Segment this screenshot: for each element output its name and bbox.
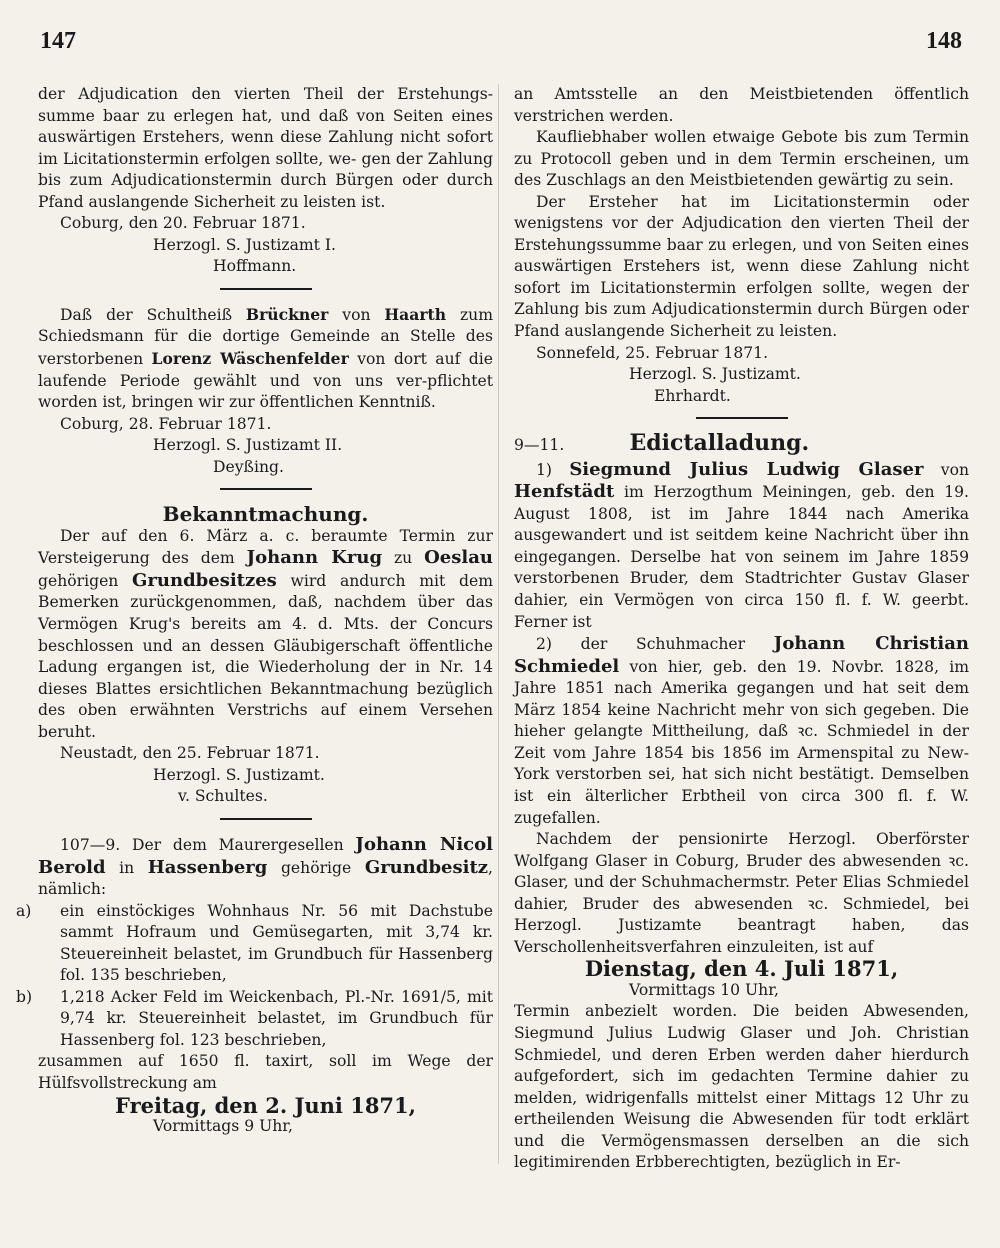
place-name: Henfstädt xyxy=(514,481,615,503)
notice-4-fragment: 107—9. Der dem Maurergesellen xyxy=(60,835,344,854)
notice-3-fragment: gehörigen xyxy=(38,571,119,590)
person-name: Johann Nicol Berold xyxy=(38,833,493,878)
notice-3-fragment: zu xyxy=(393,549,413,568)
notice-5-signer: Ehrhardt. xyxy=(654,386,731,405)
auction-time: Vormittags 9 Uhr, xyxy=(153,1117,293,1136)
auction-date: Freitag, den 2. Juni 1871, xyxy=(115,1092,416,1118)
notice-3-authority: Herzogl. S. Justizamt. xyxy=(153,765,325,784)
list-item-b xyxy=(16,987,493,1052)
notice-1-line: summe baar zu erlegen hat, und daß von Seiten xyxy=(38,106,444,125)
paragraph-1 xyxy=(514,459,969,633)
page-number-left: 147 xyxy=(40,28,76,54)
right-column xyxy=(514,84,969,1174)
notice-4-fragment: gehörige xyxy=(280,858,352,877)
paragraph-fragment: von hier, geb. den 19. Novbr. 1828, im Jahre 1851 nach Amerika gegangen und hat seit dem März 1854 keine Nachricht mehr von sich gegeben. Die hieher gelangte Mittheilung, daß ꝛc. Schmiedel in der Zeit vom Jahre 1854 bis 1856 im Armenspital zu New-York verstorben sei, hat sich nicht bestätigt. Demselben ist ein älterlicher Erbtheil von circa 300 fl. f. W. zugefallen. xyxy=(514,657,969,827)
notice-2-fragment: von xyxy=(342,305,371,324)
notice-5-text: an Amtsstelle an den Meistbietenden öffentlich verstrichen werden. xyxy=(514,85,969,125)
person-name: Johann Christian Schmiedel xyxy=(514,633,969,677)
notice-3-signer: v. Schultes. xyxy=(178,787,268,806)
person-name: Siegmund Julius Ludwig Glaser xyxy=(569,458,924,480)
paragraph-fragment: von xyxy=(940,460,970,479)
notice-1-line: nicht sofort im Licitationstermin erfolgen sollte, we- xyxy=(38,128,493,168)
notice-2-place-date: Coburg, 28. Februar 1871. xyxy=(60,414,272,433)
notice-6-header xyxy=(514,430,969,457)
notice-1-line: leisten ist. xyxy=(303,192,386,211)
notice-5-place-date: Sonnefeld, 25. Februar 1871. xyxy=(536,343,769,362)
place-name: Hassenberg xyxy=(147,856,268,878)
person-name: Brückner xyxy=(245,304,329,324)
hearing-time: Vormittags 10 Uhr, xyxy=(629,980,779,999)
column-divider xyxy=(498,84,499,1164)
notice-4-after: zusammen auf 1650 fl. taxirt, soll im Wege der Hülfsvollstreckung am xyxy=(38,1052,493,1092)
notice-4-fragment: in xyxy=(119,858,135,877)
notice-5-text-2: Kaufliebhaber wollen etwaige Gebote bis zum Termin zu Protocoll geben und in dem Termin erscheinen, um des Zuschlags an den Meistbietenden gewärtig zu sein. xyxy=(514,128,969,190)
notice-2-fragment: zum Schiedsmann für die dortige Gemeinde an Stelle des verstorbenen xyxy=(38,305,493,369)
notice-1-line: der Adjudication den vierten Theil der Erstehungs- xyxy=(38,85,493,103)
paragraph-fragment: 2) der Schuhmacher xyxy=(536,635,746,654)
notice-2-signer: Deyßing. xyxy=(213,457,284,476)
notice-3-text xyxy=(38,526,493,743)
separator-rule xyxy=(696,417,788,419)
place-name: Haarth xyxy=(384,304,447,324)
separator-rule xyxy=(220,288,312,290)
paragraph-fragment: 1) xyxy=(536,460,553,479)
notice-1-signer: Hoffmann. xyxy=(213,257,297,276)
notice-3-place-date: Neustadt, den 25. Februar 1871. xyxy=(60,744,320,763)
separator-rule xyxy=(220,488,312,490)
list-item-text: 1,218 Acker Feld im Weickenbach, Pl.-Nr. 1691/5, mit 9,74 kr. Steuereinheit belastet, im Grundbuch für Hassenberg fol. 123 beschrieben, xyxy=(60,987,493,1049)
list-item-label: b) xyxy=(16,987,33,1006)
left-column xyxy=(16,84,493,1138)
property-term: Grundbesitzes xyxy=(132,569,277,591)
notice-1-place-date: Coburg, den 20. Februar 1871. xyxy=(60,214,306,233)
notice-1-line: eines auswärtigen Erstehers, wenn diese Zahlung xyxy=(38,106,493,147)
notice-1-line: gen der Zahlung bis zum Adjudicationstermin durch xyxy=(38,149,493,190)
notice-3-title: Bekanntmachung. xyxy=(162,502,369,527)
notice-6-title: Edictalladung. xyxy=(629,430,810,457)
notice-2-fragment: Daß der Schultheiß xyxy=(60,305,233,324)
notice-2-authority: Herzogl. S. Justizamt II. xyxy=(153,436,343,455)
person-name: Lorenz Wäschenfelder xyxy=(151,349,349,369)
notice-1-text xyxy=(38,84,493,213)
list-item-text: ein einstöckiges Wohnhaus Nr. 56 mit Dachstube sammt Hofraum und Gemüsegarten, mit 3,74 kr. Steuereinheit belastet, im Grundbuch für Hassenberg fol. 135 beschrieben, xyxy=(60,901,493,985)
notice-2-fragment: von dort auf die laufende Periode gewählt und von uns ver-pflichtet worden ist, bringen wir zur öffentlichen Kenntniß. xyxy=(38,350,493,412)
notice-1-line: Bürgen oder durch Pfand auslangende Sicherheit zu xyxy=(38,171,493,211)
notice-3-fragment: wird andurch mit dem Bemerken zurückgenommen, daß, nachdem über das Vermögen Krug's bereits am 4. d. Mts. der Concurs beschlossen und an dessen Gläubigerschaft öffentliche Ladung ergangen ist, die Wiederholung der in Nr. 14 dieses Blattes ersichtlichen Bekanntmachung bezüglich des oben erwähnten Verstrichs auf einem Versehen beruht. xyxy=(38,571,493,741)
notice-5-authority: Herzogl. S. Justizamt. xyxy=(629,365,801,384)
notice-4-text xyxy=(38,834,493,901)
paragraph-3: Nachdem der pensionirte Herzogl. Oberförster Wolfgang Glaser in Coburg, Bruder des abwesenden ꝛc. Glaser, und der Schuhmachermstr. Peter Elias Schmiedel dahier, Bruder des abwesenden ꝛc. Schmiedel, bei Herzogl. Justizamte beantragt haben, das Verschollenheitsverfahren einzuleiten, ist auf xyxy=(514,830,969,956)
person-name: Johann Krug xyxy=(246,547,383,569)
notice-4-fragment: , nämlich: xyxy=(38,858,493,899)
notice-1-authority: Herzogl. S. Justizamt I. xyxy=(153,235,336,254)
separator-rule xyxy=(220,818,312,820)
paragraph-4: Termin anbezielt worden. Die beiden Abwesenden, Siegmund Julius Ludwig Glaser und Joh. Christian Schmiedel, und deren Erben werden daher hierdurch aufgefordert, sich im gedachten Termine dahier zu melden, widrigenfalls mittelst einer Mittags 12 Uhr zu ertheilenden Weisung die Abwesenden für todt erklärt und die Vermögensmassen derselben an die sich legitimirenden Erbberechtigten, bezüglich in Er- xyxy=(514,1002,969,1172)
notice-number: 9—11. xyxy=(514,436,565,455)
notice-5-text-3: Der Ersteher hat im Licitationstermin oder wenigstens vor der Adjudication den vierten Theil der Erstehungssumme baar zu erlegen, und von Seiten eines auswärtigen Erstehers ist, wenn diese Zahlung nicht sofort im Licitationstermin erfolgen sollte, wegen der Zahlung bis zum Adjudicationstermin durch Bürgen oder Pfand auslangende Sicherheit zu leisten. xyxy=(514,192,969,341)
list-item-label: a) xyxy=(16,901,32,920)
property-term: Grundbesitz xyxy=(364,856,488,878)
list-item-a xyxy=(16,901,493,987)
paragraph-fragment: im Herzogthum Meiningen, geb. den 19. August 1808, ist im Jahre 1844 nach Amerika ausgewandert und ist seitdem keine Nachricht über ihn eingegangen. Derselbe hat von seinem im Jahre 1859 verstorbenen Bruder, dem Stadtrichter Gustav Glaser dahier, ein Vermögen von circa 150 fl. f. W. geerbt. Ferner ist xyxy=(514,483,970,631)
place-name: Oeslau xyxy=(424,547,493,569)
paragraph-2 xyxy=(514,633,969,829)
hearing-date: Dienstag, den 4. Juli 1871, xyxy=(584,956,899,982)
notice-3-fragment: Der auf den 6. März a. c. beraumte Termin zur Versteigerung des dem xyxy=(38,526,493,568)
notice-2-text xyxy=(38,304,493,414)
page-number-right: 148 xyxy=(926,28,962,54)
